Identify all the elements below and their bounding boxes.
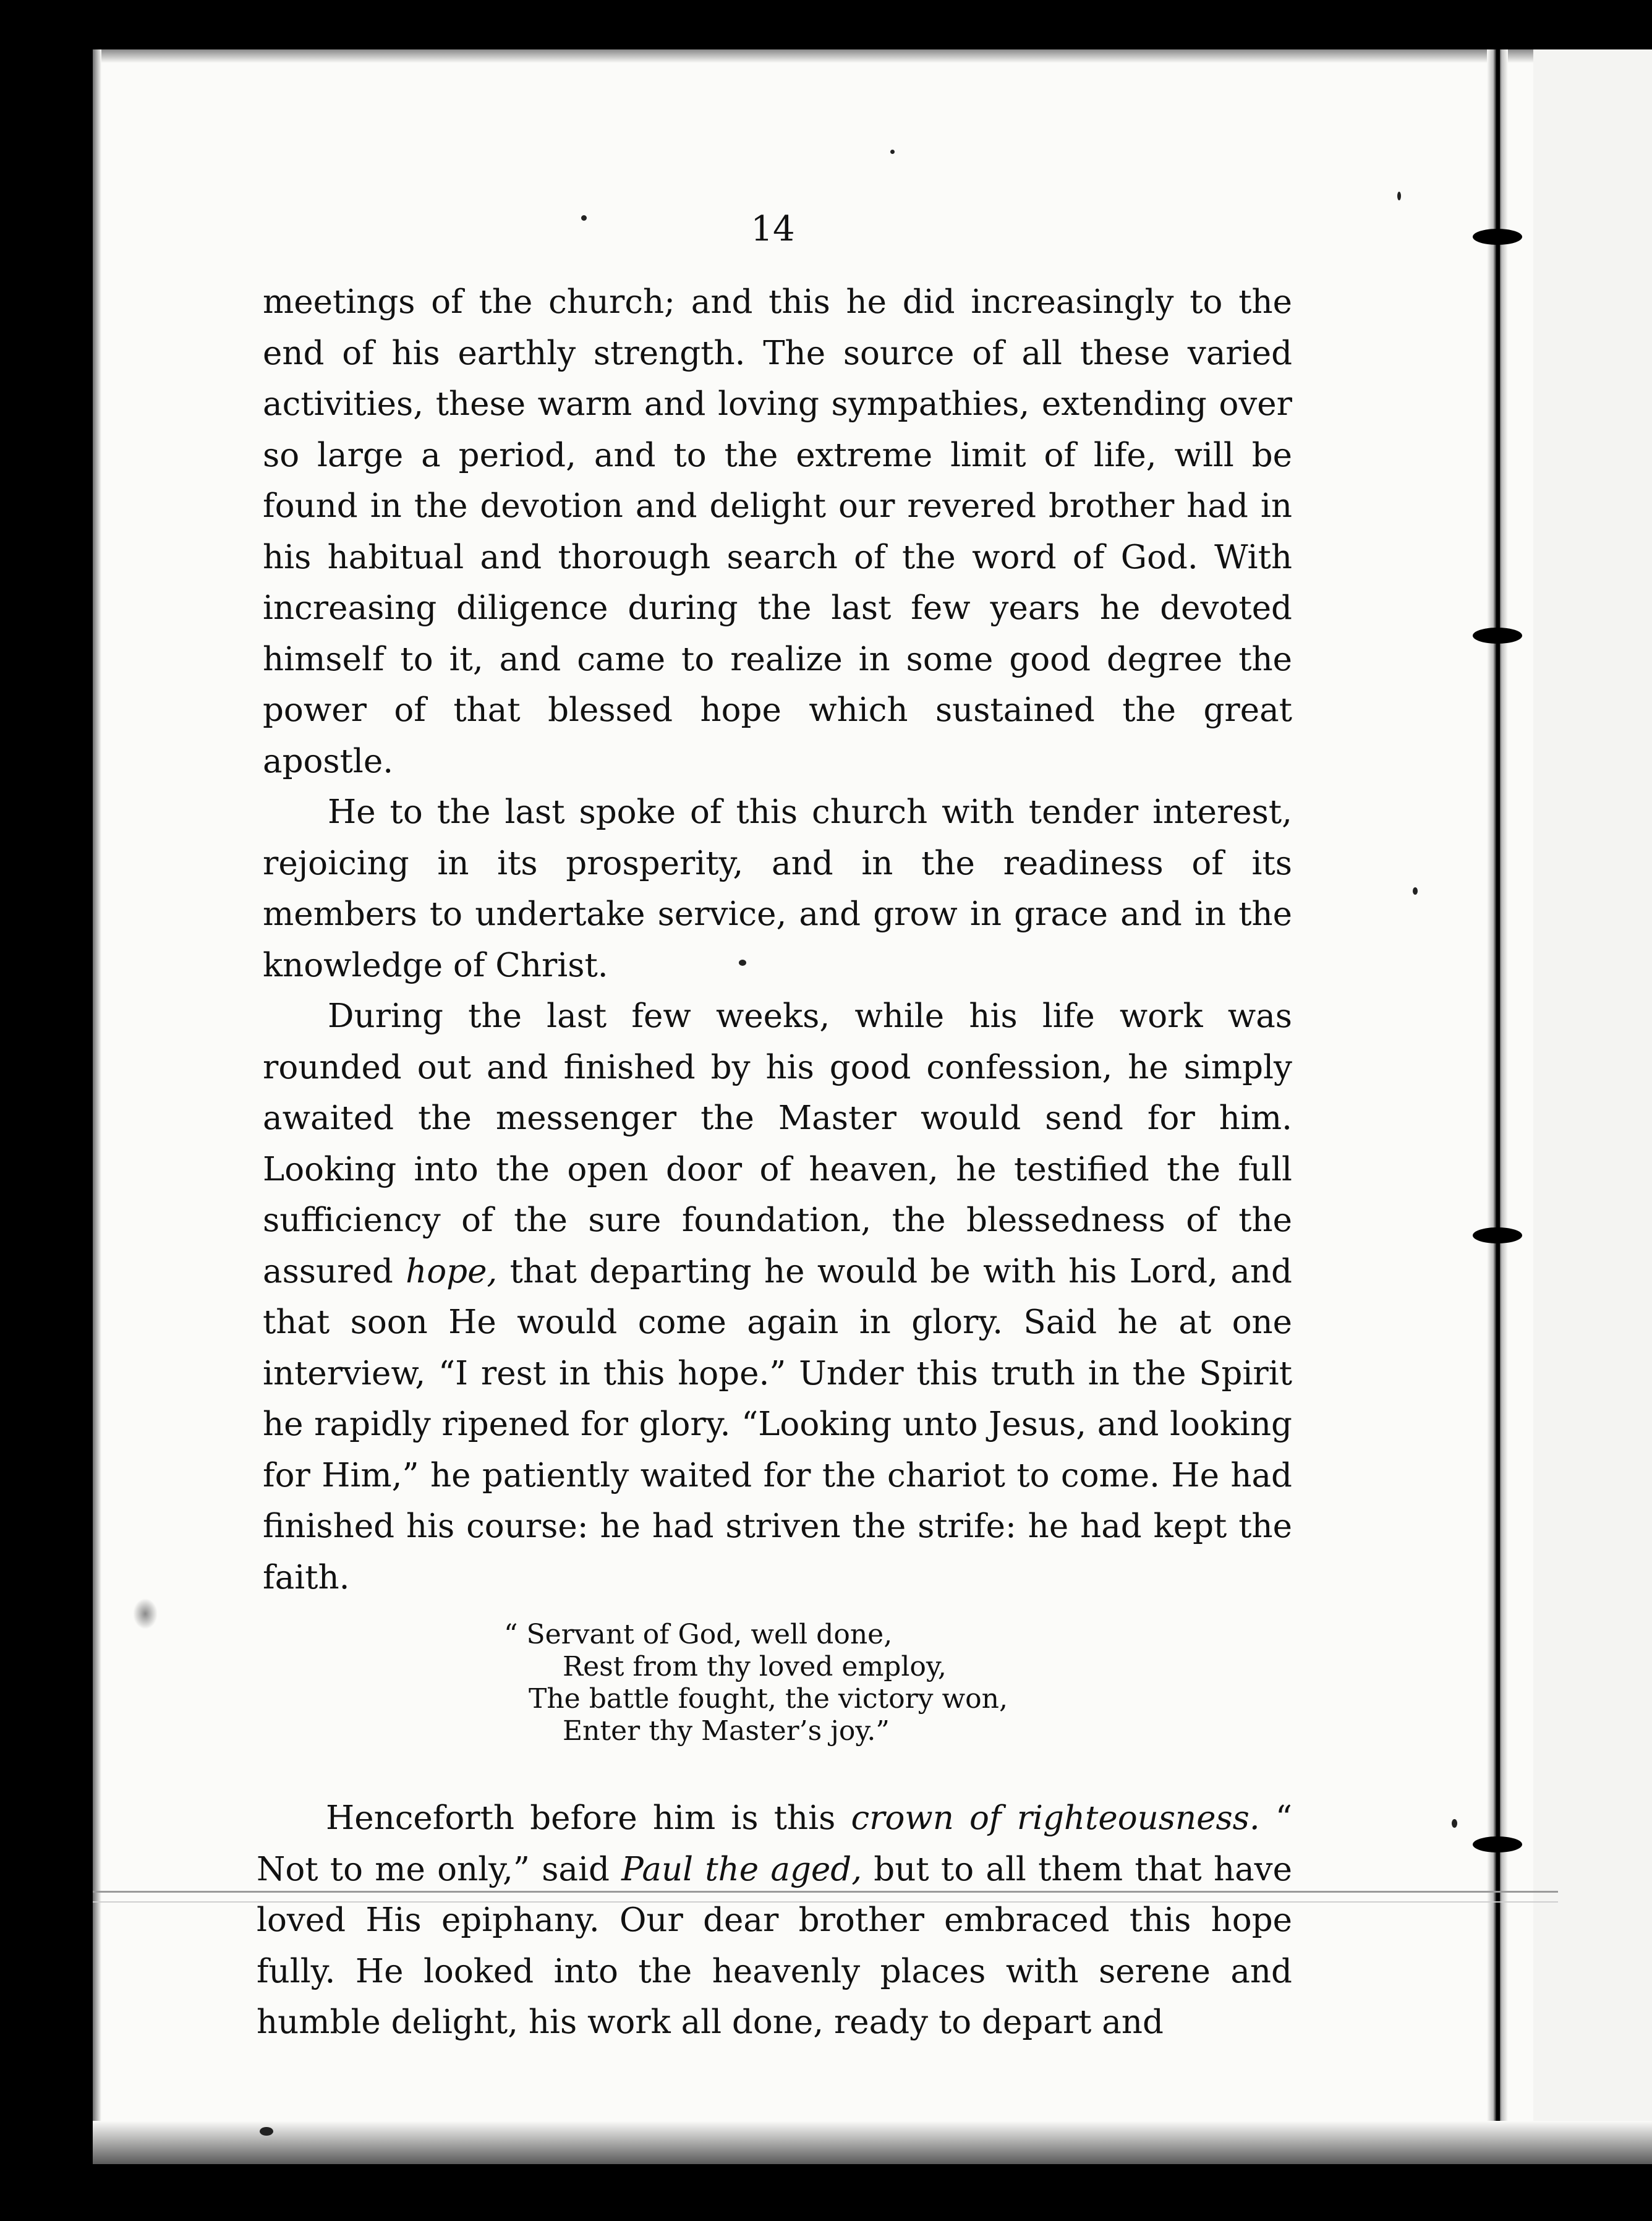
binding-stitch: [1473, 229, 1522, 245]
facing-page-strip: [1533, 49, 1652, 2164]
dust-speck: [890, 150, 895, 154]
paragraph-text: Henceforth before him is this: [326, 1799, 836, 1837]
emphasis-crown: crown of righteousness.: [851, 1799, 1260, 1837]
hymn-verse: [504, 1619, 1060, 1747]
body-text: [263, 277, 1292, 1603]
dust-speck: [1452, 1819, 1457, 1828]
dust-speck: [260, 2127, 273, 2136]
dust-speck: [1397, 192, 1401, 200]
binding-stitch: [1473, 1836, 1522, 1852]
verse-line: Enter thy Master’s joy.”: [563, 1715, 890, 1747]
binding-stitch: [1473, 628, 1522, 644]
paragraph-text: but to all them that have loved His epiphany. Our dear brother embraced this hope fully. He looked into the heavenly places with serene and humble delight, his work all done, ready to depart and: [257, 1850, 1292, 2041]
page-number: 14: [751, 209, 795, 249]
binding-stitch: [1473, 1227, 1522, 1243]
dust-speck: [1413, 887, 1418, 895]
paragraph-text: “ Not to me only,” said: [257, 1799, 1292, 1888]
paragraph-text: During the last few weeks, while his life work was rounded out and finished by his good confession, he simply awaited the messenger the Master would send for him. Looking into the open door of heaven, he testified the full sufficiency of the sure foundation, the blessedness of the assured: [263, 997, 1292, 1290]
closing-paragraph: [257, 1793, 1292, 2048]
verse-line: “ Servant of God, well done,: [504, 1619, 893, 1650]
bottom-edge-shadow: [93, 2121, 1652, 2164]
verse-line: The battle fought, the victory won,: [529, 1683, 1008, 1715]
emphasis-paul: Paul the aged,: [621, 1850, 862, 1888]
emphasis-hope: hope,: [406, 1252, 498, 1290]
paragraph: [257, 1793, 1292, 2048]
top-edge-shadow: [93, 49, 1652, 63]
dust-speck: [581, 215, 587, 221]
verse-line: Rest from thy loved employ,: [563, 1651, 947, 1682]
paragraph: meetings of the church; and this he did increasingly to the end of his earthly strength. The source of all these varied activities, these warm and loving sympathies, extending over so large a period, and to the extreme limit of life, will be found in the devotion and delight our revered brother had in his habitual and thorough search of the word of God. With increasing diligence during the last few years he devoted himself to it, and came to realize in some good degree the power of that blessed hope which sustained the great apostle.: [263, 283, 1292, 780]
paragraph: He to the last spoke of this church with tender interest, rejoicing in its prosperity, and in the readiness of its members to undertake service, and grow in grace and in the knowledge of Christ.: [263, 793, 1292, 984]
left-edge-shadow: [93, 49, 101, 2164]
paragraph: [263, 991, 1292, 1603]
ink-smudge: [133, 1598, 158, 1629]
paragraph-text: that departing he would be with his Lord, and that soon He would come again in glory. Said he at one interview, “I rest in this hope.” Under this truth in the Spirit he rapidly ripened for glory. “Looking unto Jesus, and looking for Him,” he patiently waited for the chariot to come. He had finished his course: he had striven the strife: he had kept the faith.: [263, 1252, 1292, 1596]
